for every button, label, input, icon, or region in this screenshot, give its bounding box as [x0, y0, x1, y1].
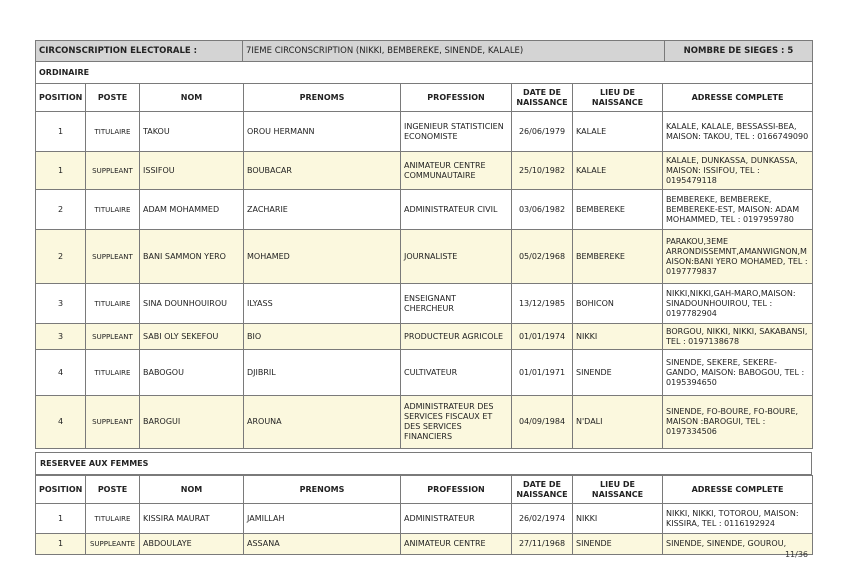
nom-cell: BAROGUI — [140, 396, 244, 449]
date-naissance-cell: 03/06/1982 — [512, 190, 573, 230]
lieu-naissance-cell: NIKKI — [573, 504, 663, 534]
lieu-naissance-cell: KALALE — [573, 152, 663, 190]
position-cell: 1 — [36, 152, 86, 190]
profession-cell: ADMINISTRATEUR — [401, 504, 512, 534]
poste-cell: TITULAIRE — [86, 504, 140, 534]
nom-cell: ABDOULAYE — [140, 534, 244, 555]
lieu-naissance-cell: SINENDE — [573, 534, 663, 555]
nom-cell: ISSIFOU — [140, 152, 244, 190]
position-cell: 2 — [36, 190, 86, 230]
adresse-cell: PARAKOU,3EME ARRONDISSEMNT,AMANWIGNON,M AISON:BANI YERO MOHAMED, TEL : 0197779837 — [663, 230, 813, 284]
prenoms-cell: BOUBACAR — [244, 152, 401, 190]
poste-cell: SUPPLEANTE — [86, 534, 140, 555]
seats-count: NOMBRE DE SIEGES : 5 — [665, 41, 813, 62]
adresse-cell: BORGOU, NIKKI, NIKKI, SAKABANSI, TEL : 0197138678 — [663, 324, 813, 350]
adresse-cell: SINENDE, SINENDE, GOUROU, — [663, 534, 813, 555]
candidate-row — [36, 324, 813, 350]
poste-cell: SUPPLEANT — [86, 396, 140, 449]
date-naissance-cell: 13/12/1985 — [512, 284, 573, 324]
prenoms-cell: ILYASS — [244, 284, 401, 324]
position-cell: 1 — [36, 504, 86, 534]
profession-cell: INGENIEUR STATISTICIEN ECONOMISTE — [401, 112, 512, 152]
prenoms-cell: ASSANA — [244, 534, 401, 555]
femmes-candidates-table — [35, 475, 813, 555]
circonscription-label: CIRCONSCRIPTION ELECTORALE : — [36, 41, 243, 62]
col-position: POSITION — [36, 84, 86, 112]
nom-cell: BABOGOU — [140, 350, 244, 396]
col-poste: POSTE — [86, 84, 140, 112]
profession-cell: ENSEIGNANT CHERCHEUR — [401, 284, 512, 324]
poste-cell: TITULAIRE — [86, 350, 140, 396]
col-profession: PROFESSION — [401, 476, 512, 504]
date-naissance-cell: 26/02/1974 — [512, 504, 573, 534]
col-prenoms: PRENOMS — [244, 84, 401, 112]
col-nom: NOM — [140, 476, 244, 504]
candidate-row — [36, 350, 813, 396]
lieu-naissance-cell: SINENDE — [573, 350, 663, 396]
poste-cell: TITULAIRE — [86, 112, 140, 152]
page-number: 11/36 — [784, 550, 808, 559]
poste-cell: SUPPLEANT — [86, 152, 140, 190]
prenoms-cell: OROU HERMANN — [244, 112, 401, 152]
date-naissance-cell: 27/11/1968 — [512, 534, 573, 555]
position-cell: 1 — [36, 534, 86, 555]
date-naissance-cell: 26/06/1979 — [512, 112, 573, 152]
col-adresse: ADRESSE COMPLETE — [663, 476, 813, 504]
position-cell: 3 — [36, 324, 86, 350]
position-cell: 3 — [36, 284, 86, 324]
lieu-naissance-cell: BEMBEREKE — [573, 230, 663, 284]
column-header-row — [36, 476, 813, 504]
position-cell: 4 — [36, 396, 86, 449]
col-prenoms: PRENOMS — [244, 476, 401, 504]
prenoms-cell: JAMILLAH — [244, 504, 401, 534]
date-naissance-cell: 05/02/1968 — [512, 230, 573, 284]
lieu-naissance-cell: N'DALI — [573, 396, 663, 449]
date-naissance-cell: 01/01/1974 — [512, 324, 573, 350]
date-naissance-cell: 25/10/1982 — [512, 152, 573, 190]
adresse-cell: SINENDE, SEKERE, SEKERE-GANDO, MAISON: BABOGOU, TEL : 0195394650 — [663, 350, 813, 396]
ordinaire-candidates-table — [35, 83, 813, 449]
col-lieu-naissance: LIEU DE NAISSANCE — [573, 476, 663, 504]
nom-cell: ADAM MOHAMMED — [140, 190, 244, 230]
prenoms-cell: MOHAMED — [244, 230, 401, 284]
poste-cell: TITULAIRE — [86, 190, 140, 230]
prenoms-cell: ZACHARIE — [244, 190, 401, 230]
candidate-row — [36, 534, 813, 555]
lieu-naissance-cell: BOHICON — [573, 284, 663, 324]
date-naissance-cell: 01/01/1971 — [512, 350, 573, 396]
circonscription-value: 7IEME CIRCONSCRIPTION (NIKKI, BEMBEREKE, SINENDE, KALALE) — [243, 41, 665, 62]
position-cell: 2 — [36, 230, 86, 284]
column-header-row — [36, 84, 813, 112]
nom-cell: TAKOU — [140, 112, 244, 152]
nom-cell: SINA DOUNHOUIROU — [140, 284, 244, 324]
col-poste: POSTE — [86, 476, 140, 504]
prenoms-cell: DJIBRIL — [244, 350, 401, 396]
profession-cell: ANIMATEUR CENTRE COMMUNAUTAIRE — [401, 152, 512, 190]
profession-cell: JOURNALISTE — [401, 230, 512, 284]
poste-cell: SUPPLEANT — [86, 324, 140, 350]
profession-cell: ADMINISTRATEUR DES SERVICES FISCAUX ET DES SERVICES FINANCIERS — [401, 396, 512, 449]
section-femmes-label: RESERVEE AUX FEMMES — [35, 452, 812, 475]
candidate-row — [36, 230, 813, 284]
poste-cell: TITULAIRE — [86, 284, 140, 324]
profession-cell: PRODUCTEUR AGRICOLE — [401, 324, 512, 350]
lieu-naissance-cell: KALALE — [573, 112, 663, 152]
nom-cell: SABI OLY SEKEFOU — [140, 324, 244, 350]
col-adresse: ADRESSE COMPLETE — [663, 84, 813, 112]
adresse-cell: KALALE, DUNKASSA, DUNKASSA, MAISON: ISSIFOU, TEL : 0195479118 — [663, 152, 813, 190]
col-date-naissance: DATE DE NAISSANCE — [512, 84, 573, 112]
poste-cell: SUPPLEANT — [86, 230, 140, 284]
candidate-row — [36, 284, 813, 324]
adresse-cell: BEMBEREKE, BEMBEREKE, BEMBEREKE-EST, MAISON: ADAM MOHAMMED, TEL : 0197959780 — [663, 190, 813, 230]
section-ordinaire-label: ORDINAIRE — [36, 62, 813, 84]
lieu-naissance-cell: BEMBEREKE — [573, 190, 663, 230]
circonscription-header-table — [35, 40, 813, 84]
candidate-row — [36, 190, 813, 230]
nom-cell: BANI SAMMON YERO — [140, 230, 244, 284]
lieu-naissance-cell: NIKKI — [573, 324, 663, 350]
position-cell: 4 — [36, 350, 86, 396]
position-cell: 1 — [36, 112, 86, 152]
candidate-row — [36, 396, 813, 449]
adresse-cell: NIKKI,NIKKI,GAH-MARO,MAISON: SINADOUNHOUIROU, TEL : 0197782904 — [663, 284, 813, 324]
profession-cell: ANIMATEUR CENTRE — [401, 534, 512, 555]
col-profession: PROFESSION — [401, 84, 512, 112]
adresse-cell: SINENDE, FO-BOURE, FO-BOURE, MAISON :BAROGUI, TEL : 0197334506 — [663, 396, 813, 449]
col-lieu-naissance: LIEU DE NAISSANCE — [573, 84, 663, 112]
prenoms-cell: AROUNA — [244, 396, 401, 449]
candidate-row — [36, 152, 813, 190]
profession-cell: ADMINISTRATEUR CIVIL — [401, 190, 512, 230]
nom-cell: KISSIRA MAURAT — [140, 504, 244, 534]
adresse-cell: NIKKI, NIKKI, TOTOROU, MAISON: KISSIRA, TEL : 0116192924 — [663, 504, 813, 534]
col-position: POSITION — [36, 476, 86, 504]
date-naissance-cell: 04/09/1984 — [512, 396, 573, 449]
prenoms-cell: BIO — [244, 324, 401, 350]
profession-cell: CULTIVATEUR — [401, 350, 512, 396]
col-nom: NOM — [140, 84, 244, 112]
adresse-cell: KALALE, KALALE, BESSASSI-BEA, MAISON: TAKOU, TEL : 0166749090 — [663, 112, 813, 152]
col-date-naissance: DATE DE NAISSANCE — [512, 476, 573, 504]
candidate-row — [36, 112, 813, 152]
candidate-row — [36, 504, 813, 534]
